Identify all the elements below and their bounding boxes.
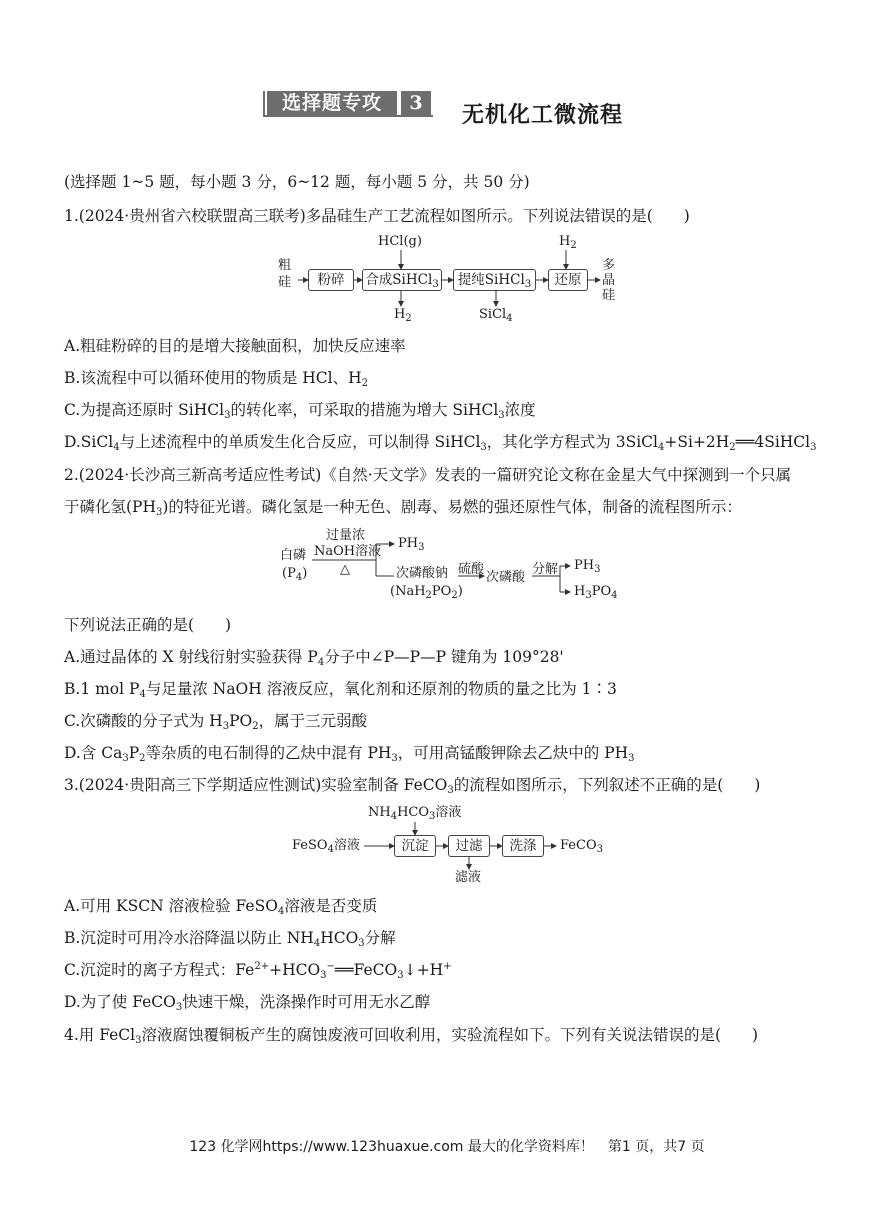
q3-option-d: D.为了使 FeCO$_3$快速干燥，洗涤操作时可用无水乙醇 — [64, 993, 431, 1013]
q1-end-3: 硅 — [602, 288, 616, 303]
q1-option-b: B.该流程中可以循环使用的物质是 HCl、$H_2$ — [64, 369, 368, 389]
page-title: 无机化工微流程 — [462, 103, 624, 128]
q3-end: FeCO$_3$ — [560, 838, 603, 855]
q1-output-h2: $H_2$ — [394, 307, 412, 324]
q1-option-a: A.粗硅粉碎的目的是增大接触面积，加快反应速率 — [64, 337, 406, 355]
q2-reagent-2: NaOH溶液 — [314, 544, 382, 559]
q3-option-b: B.沉淀时可用冷水浴降温以防止 $NH_4HCO_3$分解 — [64, 929, 396, 949]
q2-stem-1: 2.(2024·长沙高三新高考适应性考试)《自然·天文学》发表的一篇研究论文称在金星大气中探测到一个只属 — [64, 466, 792, 484]
q1-start-1: 粗 — [278, 258, 292, 273]
q1-input-hcl: HCl(g) — [378, 234, 422, 249]
q3-option-a: A.可用 KSCN 溶液检验 FeSO$_4$溶液是否变质 — [64, 897, 378, 917]
q2-acid-reagent: 硫酸 — [458, 562, 485, 577]
q3-flow-diagram — [290, 802, 610, 888]
q1-box-crush: 粉碎 — [308, 269, 354, 291]
q3-stem: 3.(2024·贵阳高三下学期适应性测试)实验室制备 FeCO$_3$的流程如图所示，下列叙述不正确的是( ) — [64, 776, 761, 796]
q3-option-c: C.沉淀时的离子方程式：$Fe^{2+}+HCO_3^-══FeCO_3↓+H^+$ — [64, 961, 452, 981]
q2-option-b: B.1 mol $P_4$与足量浓 NaOH 溶液反应，氧化剂和还原剂的物质的量之比为 1∶3 — [64, 680, 617, 700]
q3-box-filter: 过滤 — [448, 835, 490, 857]
q2-ask: 下列说法正确的是( ) — [64, 616, 232, 634]
q2-option-c: C.次磷酸的分子式为 $H_3PO_2$，属于三元弱酸 — [64, 712, 368, 732]
q3-start: FeSO$_4$溶液 — [292, 838, 360, 855]
q1-start-2: 硅 — [278, 275, 292, 290]
q2-out-h3po4: $H_3PO_4$ — [574, 584, 618, 601]
q2-decompose: 分解 — [532, 562, 559, 577]
q3-filtrate: 滤液 — [455, 870, 482, 885]
q1-end-2: 晶 — [602, 273, 616, 288]
intro-text: (选择题 1~5 题，每小题 3 分，6~12 题，每小题 5 分，共 50 分) — [64, 173, 530, 191]
q2-option-a: A.通过晶体的 X 射线衍射实验获得 $P_4$分子中∠P—P—P 键角为 109°28' — [64, 648, 564, 668]
q2-heat-symbol: △ — [340, 562, 350, 577]
q1-option-d: D.SiCl$_4$与上述流程中的单质发生化合反应，可以制得 SiHCl$_3$，其化学方程式为 $3SiCl_4+Si+2H_2══4SiHCl_3$ — [64, 433, 817, 453]
q2-option-d: D.含 $Ca_3P_2$等杂质的电石制得的乙炔中混有 $PH_3$，可用高锰酸钾除去乙炔中的 $PH_3$ — [64, 744, 635, 764]
q2-flow-diagram — [276, 526, 622, 602]
q1-flow-diagram — [270, 232, 630, 324]
q2-out-ph3: $PH_3$ — [574, 558, 601, 575]
q1-option-c: C.为提高还原时 SiHCl$_3$的转化率，可采取的措施为增大 SiHCl$_3$浓度 — [64, 401, 536, 421]
q2-product-ph3: $PH_3$ — [398, 536, 425, 553]
q4-stem: 4.用 FeCl$_3$溶液腐蚀覆铜板产生的腐蚀废液可回收利用，实验流程如下。下列有关说法错误的是( ) — [64, 1026, 759, 1046]
q2-start-formula: $(P_4)$ — [282, 566, 308, 583]
q3-box-precipitate: 沉淀 — [394, 835, 436, 857]
q1-box-purify: 提纯SiHCl$_3$ — [453, 269, 536, 291]
section-badge-number: 3 — [401, 91, 431, 115]
q2-mid-formula: $(NaH_2PO_2)$ — [390, 584, 463, 601]
q3-top-reagent: $NH_4HCO_3$溶液 — [368, 805, 462, 822]
q1-end-1: 多 — [602, 258, 616, 273]
q1-output-sicl4: SiCl$_4$ — [479, 307, 513, 324]
q3-box-wash: 洗涤 — [502, 835, 544, 857]
q1-box-synth: 合成SiHCl$_3$ — [362, 269, 442, 291]
section-badge-label: 选择题专攻 — [267, 91, 397, 115]
q2-reagent-1: 过量浓 — [326, 528, 366, 543]
page-footer: 123 化学网https://www.123huaxue.com 最大的化学资料库！ 第1 页，共7 页 — [189, 1139, 705, 1155]
q2-stem-2: 于磷化氢$(PH_3)$的特征光谱。磷化氢是一种无色、剧毒、易燃的强还原性气体，制备的流程图所示： — [64, 498, 742, 518]
q1-stem: 1.(2024·贵州省六校联盟高三联考)多晶硅生产工艺流程如图所示。下列说法错误的是( ) — [64, 207, 690, 225]
q2-acid: 次磷酸 — [486, 570, 526, 585]
q1-box-reduce: 还原 — [548, 269, 588, 291]
q2-start-label: 白磷 — [280, 548, 307, 563]
q2-mid-name: 次磷酸钠 — [396, 566, 449, 581]
q1-input-h2: $H_2$ — [559, 234, 577, 251]
section-badge — [263, 88, 433, 118]
